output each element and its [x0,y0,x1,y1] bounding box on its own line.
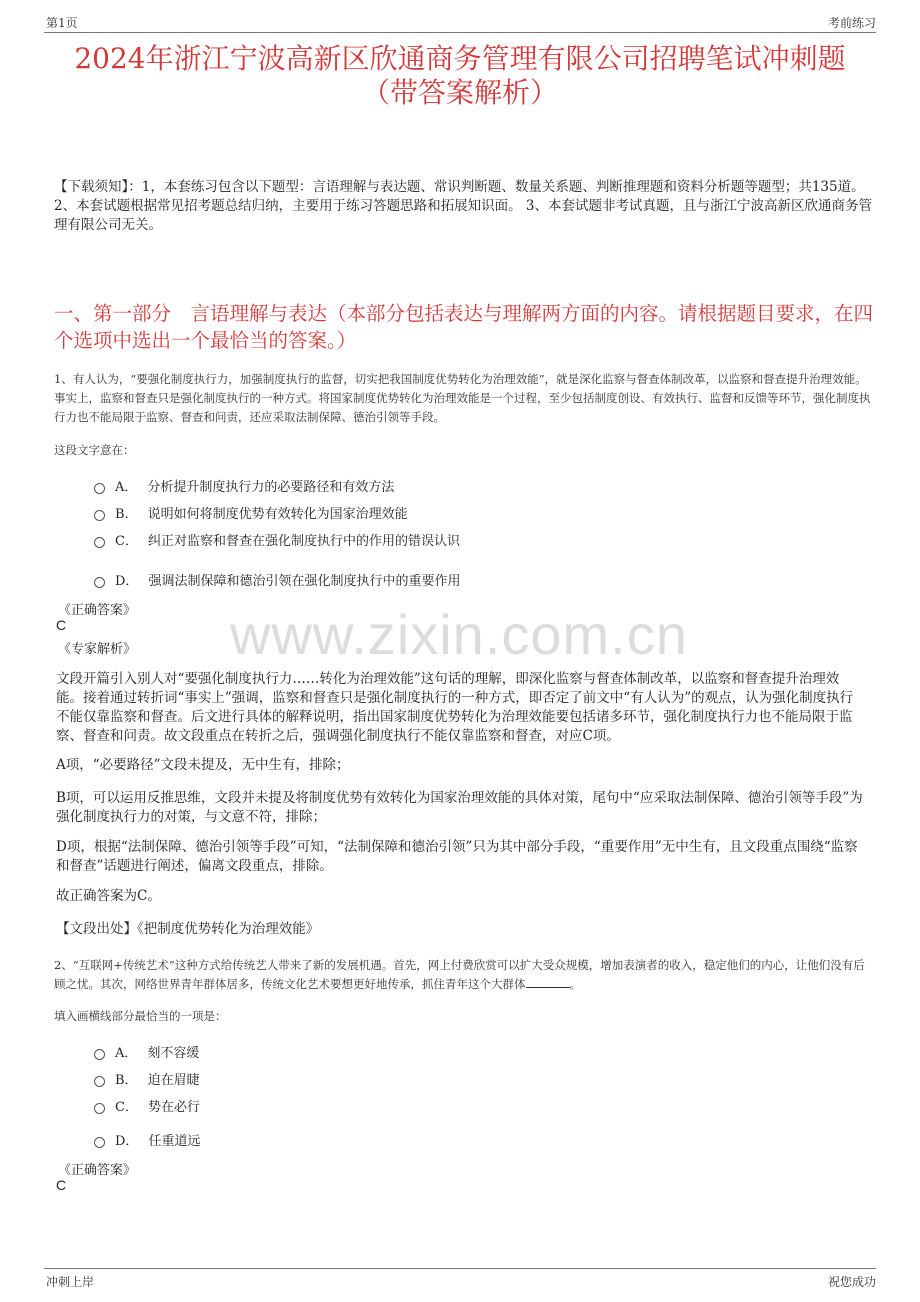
header-label: 考前练习 [827,16,876,30]
question-1-prompt: 这段文字意在： [54,443,135,457]
answer-label: 《正确答案》 [58,1163,137,1178]
option-text: 刻不容缓 [147,1046,200,1061]
question-1-option-b[interactable] [94,503,408,522]
radio-icon[interactable] [94,537,105,548]
analysis-label: 《专家解析》 [58,642,137,657]
question-2-option-c[interactable] [94,1096,200,1115]
option-text: 说明如何将制度优势有效转化为国家治理效能 [147,507,408,522]
option-text: 势在必行 [147,1100,200,1115]
question-2-text [54,956,876,994]
title-line-1: 2024年浙江宁波高新区欣通商务管理有限公司招聘笔试冲刺题 [74,42,846,75]
radio-icon[interactable] [94,483,105,494]
radio-icon[interactable] [94,1103,105,1114]
option-letter: A． [115,480,138,495]
question-2-text-before: 2、“互联网+传统艺术”这种方式给传统艺人带来了新的发展机遇。首先，网上付费欣赏可以扩大受众规模，增加表演者的收入，稳定他们的内心，让他们没有后顾之忧。其次，网络世界青年群体居多，传统文化艺术要想更好地传承，抓住青年这个大群体 [54,958,865,991]
option-letter: C． [115,1100,138,1115]
option-text: 分析提升制度执行力的必要路径和有效方法 [147,480,395,495]
option-letter: D． [115,574,139,589]
option-letter: D． [115,1134,139,1149]
question-2-prompt: 填入画横线部分最恰当的一项是： [54,1009,227,1023]
analysis-paragraph: B项，可以运用反推思维，文段并未提及将制度优势有效转化为国家治理效能的具体对策，尾句中“应采取法制保障、德治引领等手段”为强化制度执行力的对策，与文意不符，排除； [56,790,863,825]
option-text: 强调法制保障和德治引领在强化制度执行中的重要作用 [148,574,461,589]
question-2-option-b[interactable] [94,1069,200,1088]
question-2-option-a[interactable] [94,1042,199,1061]
download-notice: 【下载须知】：1，本套练习包含以下题型：言语理解与表达题、常识判断题、数量关系题、判断推理题和资料分析题等题型；共135道。 2、本套试题根据常见招考题总结归纳，主要用于练习答题思路和拓展知识面。 3、本套试题非考试真题，且与浙江宁波高新区欣通商务管理有限公司无关。 [54,179,872,233]
title-line-2: （带答案解析） [361,76,558,109]
analysis-paragraph: A项，“必要路径”文段未提及，无中生有，排除； [56,757,350,773]
radio-icon[interactable] [94,1076,105,1087]
footer-divider [44,1268,876,1269]
answer-value: C [56,617,67,633]
question-1-text: 1、有人认为，“要强化制度执行力，加强制度执行的监督，切实把我国制度优势转化为治理效能”，就是深化监察与督查体制改革，以监察和督查提升治理效能。事实上，监察和督查只是强化制度执行的一种方式。将国家制度优势转化为治理效能是一个过程，至少包括制度创设、有效执行、监督和反馈等环节，强化制度执行力也不能局限于监察、督查和问责，还应采取法制保障、德治引领等手段。 [54,372,871,424]
question-1-option-a[interactable] [94,476,394,495]
radio-icon[interactable] [94,577,105,588]
radio-icon[interactable] [94,1049,105,1060]
page-number: 第1页 [46,16,78,30]
option-letter: C． [115,534,138,549]
option-letter: B． [115,1073,138,1088]
question-1-option-c[interactable] [94,530,460,549]
analysis-paragraph: 文段开篇引入别人对“要强化制度执行力……转化为治理效能”这句话的理解，即深化监察与督查体制改革，以监察和督查提升治理效能。接着通过转折词“事实上”强调，监察和督查只是强化制度执行的一种方式，即否定了前文中“有人认为”的观点，认为强化制度执行不能仅靠监察和督查。后文进行具体的解释说明，指出国家制度优势转化为治理效能要包括诸多环节，强化制度执行力也不能局限于监察、督查和问责。故文段重点在转折之后，强调强化制度执行不能仅靠监察和督查，对应C项。 [56,671,854,744]
option-text: 纠正对监察和督查在强化制度执行中的作用的错误认识 [147,534,460,549]
section-title: 一、第一部分 言语理解与表达（本部分包括表达与理解两方面的内容。请根据题目要求，在四个选项中选出一个最恰当的答案。） [54,302,874,352]
question-2-option-d[interactable] [94,1130,200,1149]
page-title [44,42,876,110]
header-divider [44,32,876,33]
question-1-option-d[interactable] [94,570,460,589]
watermark: www.zixin.com.cn [230,603,688,666]
answer-value: C [56,1177,67,1193]
question-2-text-after: 。 [569,977,581,991]
fill-blank [526,976,570,988]
radio-icon[interactable] [94,1137,105,1148]
option-letter: B． [115,507,138,522]
source-citation: 【文段出处】《把制度优势转化为治理效能》 [56,921,320,937]
option-text: 任重道远 [148,1134,201,1149]
analysis-paragraph: 故正确答案为C。 [56,888,161,904]
footer-right-text: 祝您成功 [827,1275,876,1289]
radio-icon[interactable] [94,510,105,521]
analysis-paragraph: D项，根据“法制保障、德治引领等手段”可知，“法制保障和德治引领”只为其中部分手段，“重要作用”无中生有，且文段重点围绕“监察和督查”话题进行阐述，偏离文段重点，排除。 [56,839,858,874]
answer-label: 《正确答案》 [58,603,137,618]
option-text: 迫在眉睫 [147,1073,200,1088]
footer-left-text: 冲刺上岸 [46,1275,95,1289]
option-letter: A． [115,1046,138,1061]
